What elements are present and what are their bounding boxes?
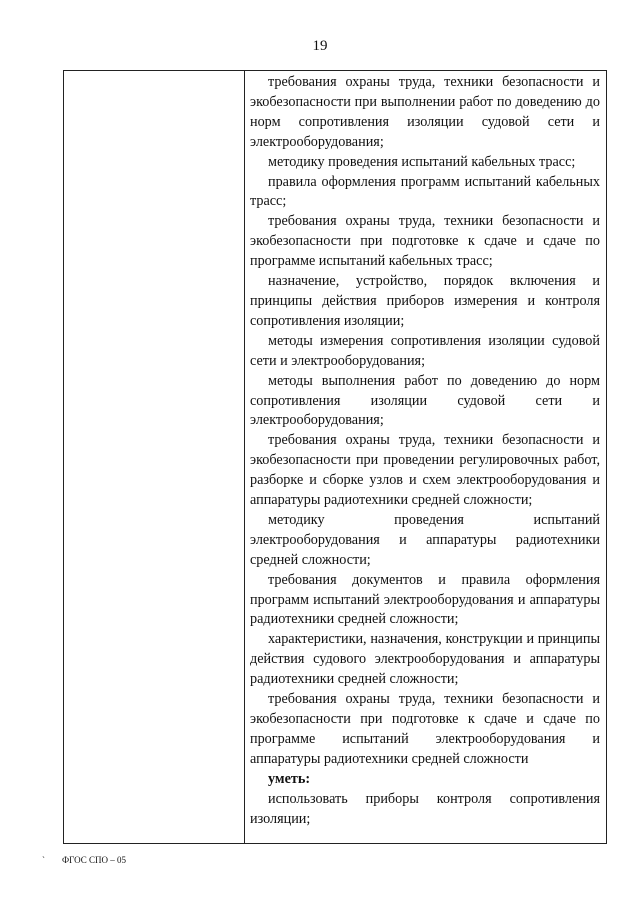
paragraph: требования документов и правила оформления программ испытаний электрооборудования и аппаратуры радиотехники средней сложности; [250,571,600,628]
section-heading-umet: уметь: [268,770,311,787]
page-number: 19 [312,38,328,54]
paragraph: требования охраны труда, техники безопасности и экобезопасности при проведении регулировочных работ, разборке и сборке узлов и схем электрооборудования и аппаратуры радиотехники средней сложности; [250,432,600,509]
footer-text: ФГОС СПО – 05 [62,855,126,865]
paragraph: правила оформления программ испытаний кабельных трасс; [250,173,600,210]
column-divider [244,71,245,843]
paragraph: назначение, устройство, порядок включения и принципы действия приборов измерения и контроля сопротивления изоляции; [250,273,600,329]
paragraph: требования охраны труда, техники безопасности и экобезопасности при подготовке к сдаче и сдаче по программе испытаний электрооборудования и аппаратуры радиотехники средней сложности [250,691,600,767]
paragraph: характеристики, назначения, конструкции и принципы действия судового электрооборудования и аппаратуры радиотехники средней сложности; [250,631,600,688]
paragraph: методы измерения сопротивления изоляции судовой сети и электрооборудования; [250,332,600,369]
requirements-cell [250,73,600,829]
paragraph: методы выполнения работ по доведению до норм сопротивления изоляции судовой сети и электрооборудования; [250,372,600,429]
paragraph: использовать приборы контроля сопротивления изоляции; [250,790,600,827]
paragraph: требования охраны труда, техники безопасности и экобезопасности при выполнении работ по доведению до норм сопротивления изоляции судовой сети и электрооборудования; [250,74,600,150]
paragraph: требования охраны труда, техники безопасности и экобезопасности при подготовке к сдаче и сдаче по программе испытаний кабельных трасс; [250,213,600,270]
footer-mark: ` [42,855,45,865]
paragraph: методику проведения испытаний электрооборудования и аппаратуры радиотехники средней сложности; [250,511,600,568]
paragraph: методику проведения испытаний кабельных трасс; [268,153,576,170]
content-table [63,70,607,844]
